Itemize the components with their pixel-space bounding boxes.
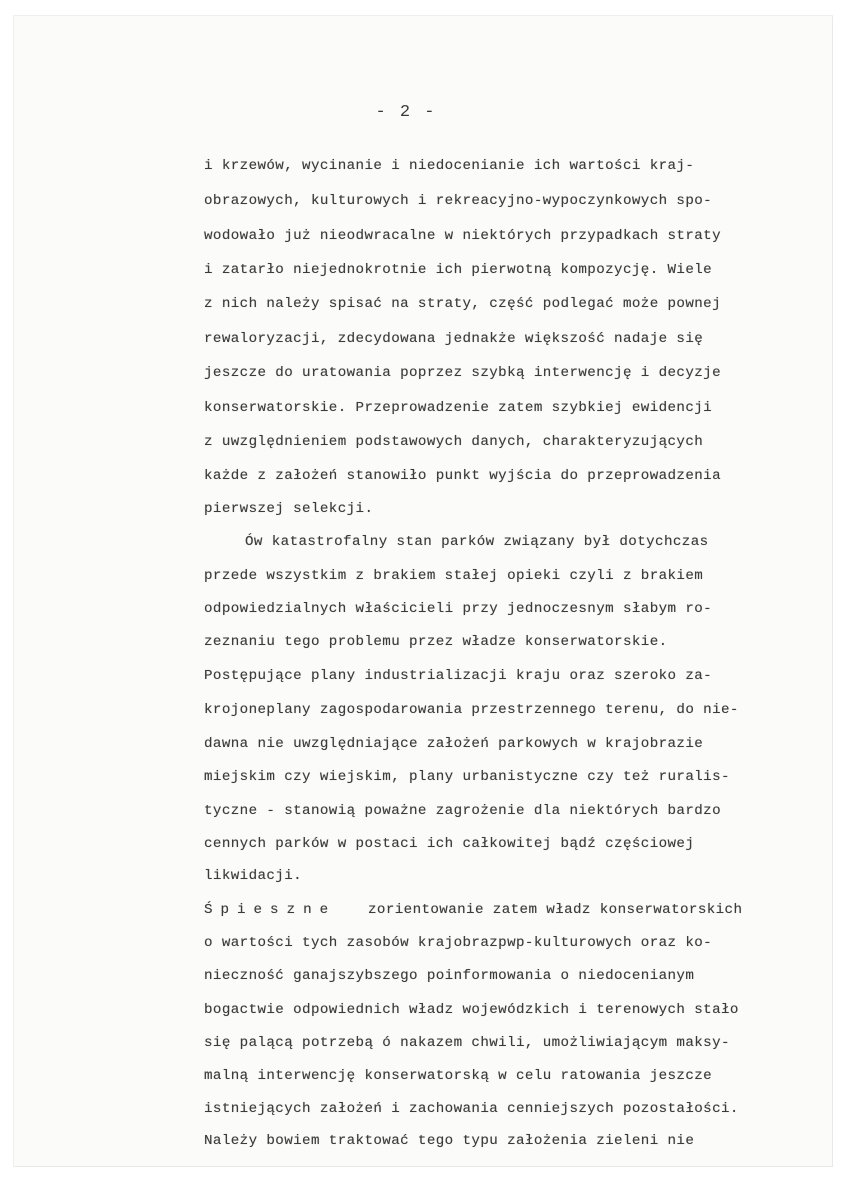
text-line: przede wszystkim z brakiem stałej opieki czyli z brakiem	[204, 568, 704, 584]
text-line: tyczne - stanowią poważne zagrożenie dla niektórych bardzo	[204, 803, 722, 819]
text-line: obrazowych, kulturowych i rekreacyjno-wypoczynkowych spo-	[204, 193, 713, 209]
page-number: - 2 -	[375, 103, 437, 122]
paragraph-start-line: Ów katastrofalny stan parków związany był dotychczas	[245, 534, 709, 550]
text-line: odpowiedzialnych właścicieli przy jednoczesnym słabym ro-	[204, 601, 713, 617]
text-line: każde z założeń stanowiło punkt wyjścia do przeprowadzenia	[204, 468, 722, 484]
text-line: zeznaniu tego problemu przez władze konserwatorskie.	[204, 634, 668, 650]
text-line: pierwszej selekcji.	[204, 501, 374, 517]
text-line: miejskim czy wiejskim, plany urbanistyczne czy też ruralis-	[204, 769, 730, 785]
text-line: cennych parków w postaci ich całkowitej bądź częściowej	[204, 836, 695, 852]
text-line: malną interwencję konserwatorską w celu ratowania jeszcze	[204, 1068, 713, 1084]
text-line: i krzewów, wycinanie i niedocenianie ich wartości kraj-	[204, 158, 695, 174]
text-line: bogactwie odpowiednich władz wojewódzkich i terenowych stało	[204, 1002, 739, 1018]
text-line: Należy bowiem traktować tego typu założenia zieleni nie	[204, 1133, 695, 1149]
text-line: jeszcze do uratowania poprzez szybką interwencję i decyzje	[204, 365, 722, 381]
text-line: z uwzględnieniem podstawowych danych, charakteryzujących	[204, 434, 704, 450]
text-line: Postępujące plany industrializacji kraju oraz szeroko za-	[204, 668, 713, 684]
text-line: konserwatorskie. Przeprowadzenie zatem szybkiej ewidencji	[204, 400, 713, 416]
spaced-emphasis-word: Śpieszne	[204, 902, 337, 918]
text-line: i zatarło niejednokrotnie ich pierwotną kompozycję. Wiele	[204, 262, 713, 278]
text-line: krojoneplany zagospodarowania przestrzennego terenu, do nie-	[204, 702, 739, 718]
text-line: likwidacji.	[204, 868, 303, 884]
text-line: istniejących założeń i zachowania cenniejszych pozostałości.	[204, 1101, 739, 1117]
typewritten-sheet	[14, 16, 832, 1166]
text-line: dawna nie uwzględniające założeń parkowych w krajobrazie	[204, 736, 704, 752]
text-line: wodowało już nieodwracalne w niektórych przypadkach straty	[204, 228, 722, 244]
text-line: się palącą potrzebą ó nakazem chwili, umożliwiającym maksy-	[204, 1035, 730, 1051]
text-line: nieczność ganajszybszego poinformowania o niedocenianym	[204, 968, 695, 984]
text-line: zorientowanie zatem władz konserwatorskich	[368, 902, 743, 918]
text-line: rewaloryzacji, zdecydowana jednakże większość nadaje się	[204, 331, 704, 347]
text-line: z nich należy spisać na straty, część podlegać może pownej	[204, 296, 722, 312]
text-line: o wartości tych zasobów krajobrazpwp-kulturowych oraz ko-	[204, 935, 713, 951]
